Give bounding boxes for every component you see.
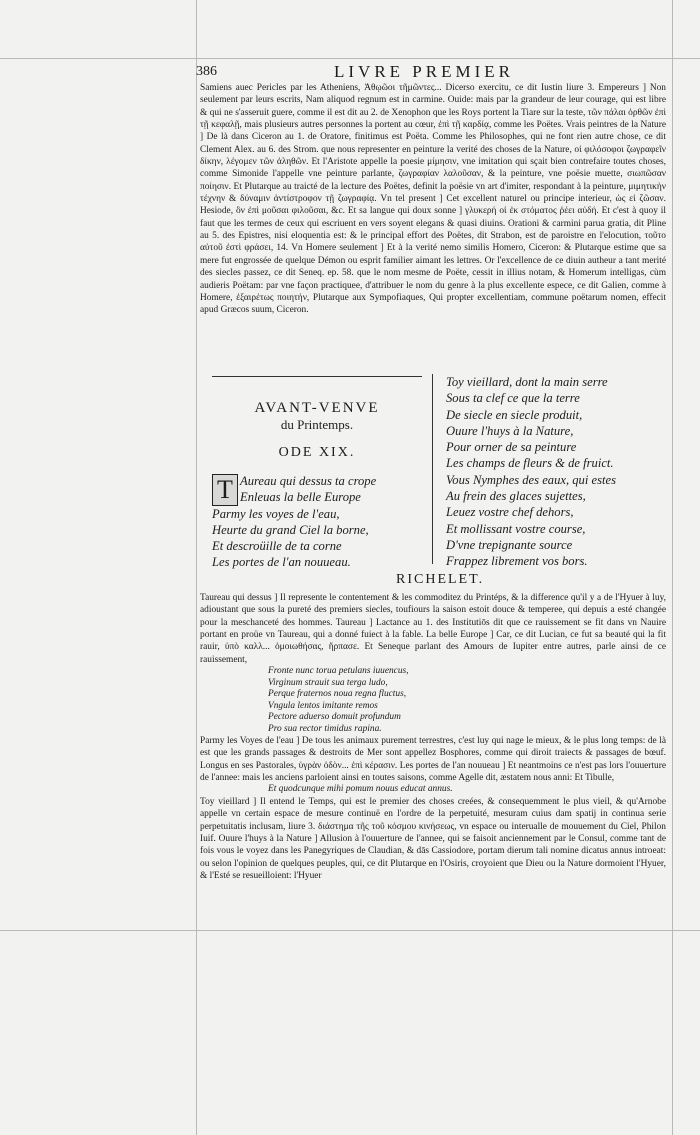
latin-quote-line: Perque fraternos noua regna fluctus, [268, 689, 407, 700]
book-page [196, 62, 670, 932]
latin-quote-line: Virginum strauit sua terga ludo, [268, 677, 388, 688]
verse-line: Heurte du grand Ciel la borne, [212, 522, 369, 537]
ode-title: AVANT-VENVE [254, 400, 380, 416]
ode-right-column [446, 374, 666, 570]
commentary-paragraph: Toy vieillard ] Il entend le Temps, qui est le premier des choses creées, & consequemment le plus vieil, & qu'Arnobe appelle vn certain espace de mesure continuë en l'ordre de la perpetuité, mesuram cuius dam spatij in continua serie perpetuitatis inclusam, liure 3. διάστημα τῆς τοῦ κόσμου κινήσεως, vn espace ou interualle de mouuement du Ciel, Philon Iuif. Ouure l'huys à la Nature ] Allusion à l'ouuerture de l'annee, qui se faisoit anciennement par le Consul, comme tant de fois vous le voyez dans les Panegyriques de Claudian, & dās Cassiodore, portam dierum tali nomine dicatus annus introeat: ou selon l'opinion de quelques peuples, qui, ce dit Plutarque en l'Osiris, croyoient que Dieu ou la Nature dormoient l'Hyuer, & l'Esté se resueilloient: l'Hyuer [200, 796, 666, 881]
page-header [196, 62, 670, 84]
verse-line: Les portes de l'an nouueau. [212, 555, 351, 570]
drop-cap: T [212, 474, 238, 506]
verse-line: Pour orner de sa peinture [446, 440, 577, 455]
ode-column-divider [432, 374, 433, 564]
intro-paragraph: Samiens auec Pericles par les Atheniens, Ἀθῳῶοι τῆμῶντες... Dicerso exercitu, ce dit Iustin liure 3. Empereurs ] Non seulement par leurs escrits, Nam aliquod regnum est in carmine. Ouide: mais par la grandeur de leur courage, qui est libre & qui ne s'asseruit guere, comme il est dit au 2. de Xenophon que les Roys portent la Tiare sur la teste, τῶν πάλαι ὀρθῶν ἐπὶ τῇ κεφαλῇ, mais plusieurs autres personnes la portent au cœur, ἐπὶ τῇ καρδίᾳ, comme les Poëtes. Vrais peintres de la Nature ] De là dans Ciceron au 1. de Oratore, finitimus est Poëta. Comme les Philosophes, qui ne font rien autre chose, ce dit Clement Alex. au 6. des Strom. que nous representer en peinture la verité des choses de la Nature, οἱ φιλόσοφοι ζωγραφεῖν δίκην, λέγομεν τῶν ἀληθῶν. Et l'Aristote appelle la poesie μίμησιν, vne imitation qui sçait bien contrefaire toutes choses, comme Simonide l'appelle vne peinture parlante, ζωγραφίαν λαλοῦσαν, & la peinture, vne poësie muette, σιωπῶσαν ποίησιν. Et Plutarque au traicté de la lecture des Poëtes, definit la poësie vn art d'imiter, respondant à la peinture, μιμητικὴν τέχνην & δύναμιν ἀντίστροφον τῇ ζωγραφίᾳ. Vn tel present ] Cet excellent naturel ou principe interieur, ὡς εἰ ζῶσαν. Hesiode, ὃν ἐπὶ μοῦσαι φιλοῦσαι, &c. Et sa langue qui doux sonne ] γλυκερή οἱ ἐκ στόματος ῥέει αὐδή. Et c'est à quoy il faut que les termes de ceux qui escriuent en vers soyent elegans & quasi diuins. Orationi & carmini parua gratia, dit Pline au 5. des Epistres, nisi eloquentia est: & le principal effort des Poëtes, dit Strabon, est de paroistre en l'elocution, τοῦτο αὐτοῦ ἐστὶ φράσει, 14. Vn Homere seulement ] Et à la verité nemo similis Homero, Ciceron: & Plutarque estime que sa mere fut engrossée de quelque Démon ou esprit familier aimant les lettres. Or l'excellence de ce diuin autheur a tant merité des siecles passez, ce dit Seneq. ep. 58. que le nom mesme de Poëte, cessit in illius notam, & Homerum intelligas, cùm audieris Poëtam: par vne façon practiquee, d'attribuer le nom du genre à la plus excellente espece, ce dit Galien, comme à Homere, ἐξαιρέτως ποιητήν, Plutarque aux Sympofiaques, Qui propter excellentiam, commune poëtarum nomen, effecit apud Græcos suum, Ciceron. [200, 83, 666, 316]
verse-line: Frappez librement vos bors. [446, 554, 588, 569]
commentary-paragraph: Taureau qui dessus ] Il represente le contentement & les commoditez du Printéps, & la difference qu'il y a de l'Hyuer à luy, adioustant que sous la pureté des premiers siecles, toufiours la saison estoit douce & temperee, qui depuis a esté changée pour la meschanceté des hommes. Taureau ] Lactance au 1. des Institutiōs dit que ce rauissement se fit dans vn Nauire portant en proüe vn Taureau, qui a donné fuiect à la fable. La belle Europe ] Car, ce dit Lucian, ce fut sa beauté qui la fit rauir, ὑπὸ καλλ... ὁμοιωθήσας, ἥρπασε. Et Seneque parlant des Amours de Iupiter entre autres, parle ainsi de ce rauissement, [200, 593, 666, 665]
latin-quote-line: Pro sua rector timidus rapina. [268, 723, 382, 734]
verse-line: Toy vieillard, dont la main serre [446, 375, 608, 389]
latin-quote-line: Pectore aduerso domuit profundum [268, 712, 401, 723]
verse-line: De siecle en siecle produit, [446, 407, 583, 422]
verse-line: Au frein des glaces sujettes, [446, 489, 586, 504]
latin-quote-line: Vngula lentos imitante remos [268, 700, 378, 711]
verse-line: Les champs de fleurs & de fruict. [446, 456, 614, 471]
intro-commentary [200, 82, 666, 317]
page-number: 386 [196, 64, 217, 79]
verse-line: Enleuas la belle Europe [240, 490, 361, 505]
ode-stanza-1 [212, 473, 422, 571]
verse-line: Ouure l'huys à la Nature, [446, 423, 574, 438]
verse-line: Leuez vostre chef dehors, [446, 505, 574, 520]
ode-left-column [212, 392, 422, 571]
verse-line: D'vne trepignante source [446, 537, 573, 552]
ode-subtitle: du Printemps. [280, 417, 354, 432]
margin-guide-right [672, 0, 673, 1135]
verse-line: Et descroüille de ta corne [212, 539, 342, 554]
verse-line: Vous Nymphes des eaux, qui estes [446, 472, 616, 487]
commentary-paragraph: Parmy les Voyes de l'eau ] De tous les animaux purement terrestres, c'est luy qui nage le mieux, & le plus long temps: de là est que les grands passages & destroits de Mer sont appellez Bosphores, comme qui diroit traiects & passages de bœuf. Longus en ses Pastorales, ὑγρὰν ὁδὸν... ἐπὶ κέρασιν. Les portes de l'an nouueau ] Et neantmoins ce n'est pas lors l'ouuerture de l'annee: mais les anciens parloient ainsi en toutes saisons, comme Agelle dit, æstatem nous anni: Et Tibulle, [200, 736, 666, 784]
ode-rule-left [212, 376, 422, 377]
running-title: LIVRE PREMIER [334, 62, 514, 81]
commentary-heading: RICHELET. [396, 572, 485, 587]
ode-number: ODE XIX. [278, 445, 356, 460]
verse-line: Sous ta clef ce que la terre [446, 391, 580, 406]
verse-line: Et mollissant vostre course, [446, 521, 586, 536]
verse-line: Aureau qui dessus ta crope [240, 474, 377, 488]
richelet-commentary [200, 592, 666, 882]
latin-quote-line: Et quodcunque mihi pomum nouus educat annus. [268, 784, 453, 795]
latin-quote-line: Fronte nunc torua petulans iuuencus, [268, 666, 409, 677]
margin-guide-top [0, 58, 700, 59]
verse-line: Parmy les voyes de l'eau, [212, 506, 340, 521]
